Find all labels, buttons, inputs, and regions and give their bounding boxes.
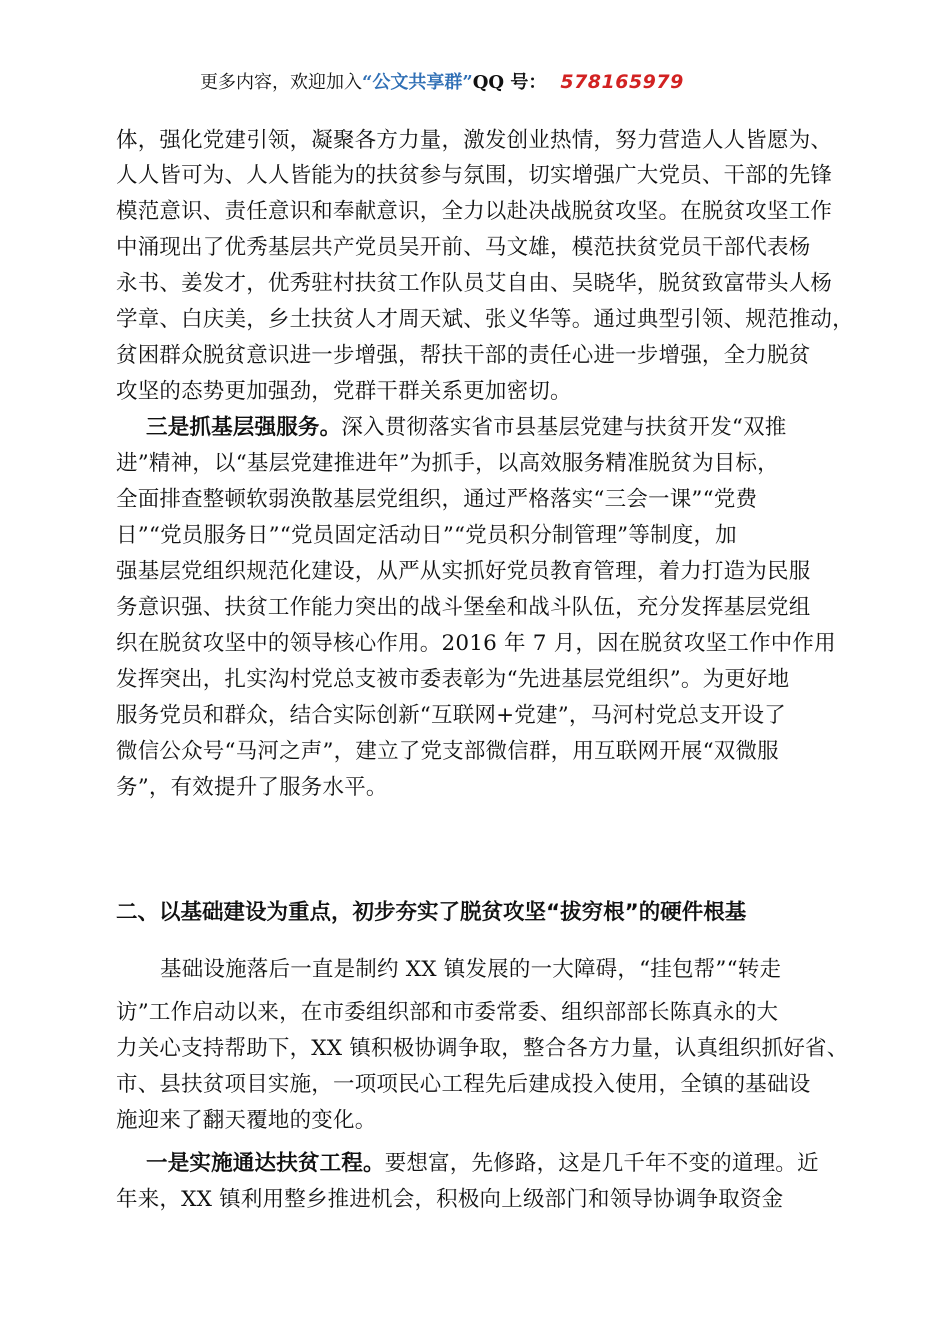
paragraph-line: 学章、白庆美，乡土扶贫人才周天斌、张义华等。通过典型引领、规范推动， bbox=[116, 307, 854, 332]
paragraph-line: 务”，有效提升了服务水平。 bbox=[116, 775, 388, 800]
paragraph-line: 年来，XX 镇利用整乡推进机会，积极向上级部门和领导协调争取资金 bbox=[116, 1187, 784, 1212]
paragraph-lead-line bbox=[146, 413, 787, 443]
paragraph-lead-line bbox=[146, 1149, 819, 1179]
group-name: “公文共享群” bbox=[362, 72, 473, 93]
paragraph-line: 发挥突出，扎实沟村党总支被市委表彰为“先进基层党组织”。为更好地 bbox=[116, 667, 790, 692]
paragraph-line: 基础设施落后一直是制约 XX 镇发展的一大障碍，“挂包帮”“转走 bbox=[160, 957, 782, 982]
paragraph-lead-title: 三是抓基层强服务。 bbox=[146, 415, 342, 440]
paragraph-line: 中涌现出了优秀基层共产党员吴开前、马文雄，模范扶贫党员干部代表杨 bbox=[116, 235, 811, 260]
paragraph-line: 服务党员和群众，结合实际创新“互联网+党建”，马河村党总支开设了 bbox=[116, 703, 786, 728]
paragraph-line: 全面排查整顿软弱涣散基层党组织，通过严格落实“三会一课”“党费 bbox=[116, 487, 758, 512]
paragraph-line: 力关心支持帮助下，XX 镇积极协调争取，整合各方力量，认真组织抓好省、 bbox=[116, 1036, 849, 1061]
paragraph-line: 织在脱贫攻坚中的领导核心作用。2016 年 7 月，因在脱贫攻坚工作中作用 bbox=[116, 631, 836, 656]
paragraph-line: 人人皆可为、人人皆能为的扶贫参与氛围，切实增强广大党员、干部的先锋 bbox=[116, 163, 833, 188]
paragraph-line: 访”工作启动以来，在市委组织部和市委常委、组织部部长陈真永的大 bbox=[116, 1000, 779, 1025]
paragraph-line: 攻坚的态势更加强劲，党群干群关系更加密切。 bbox=[116, 379, 572, 404]
qq-number: 578165979 bbox=[560, 71, 684, 93]
paragraph-line: 市、县扶贫项目实施，一项项民心工程先后建成投入使用，全镇的基础设 bbox=[116, 1072, 811, 1097]
header-prefix: 更多内容，欢迎加入 bbox=[200, 72, 362, 93]
paragraph-line: 永书、姜发才，优秀驻村扶贫工作队员艾自由、吴晓华，脱贫致富带头人杨 bbox=[116, 271, 833, 296]
qq-label: QQ 号： bbox=[472, 72, 547, 93]
paragraph-line: 微信公众号“马河之声”，建立了党支部微信群，用互联网开展“双微服 bbox=[116, 739, 779, 764]
paragraph-line: 施迎来了翻天覆地的变化。 bbox=[116, 1108, 377, 1133]
paragraph-line: 模范意识、责任意识和奉献意识，全力以赴决战脱贫攻坚。在脱贫攻坚工作 bbox=[116, 199, 833, 224]
paragraph-lead-text: 要想富，先修路，这是几千年不变的道理。近 bbox=[384, 1151, 819, 1176]
paragraph-lead-text: 深入贯彻落实省市县基层党建与扶贫开发“双推 bbox=[341, 415, 787, 440]
paragraph-line: 日”“党员服务日”“党员固定活动日”“党员积分制管理”等制度，加 bbox=[116, 523, 737, 548]
paragraph-line: 强基层党组织规范化建设，从严从实抓好党员教育管理，着力打造为民服 bbox=[116, 559, 811, 584]
section-heading: 二、以基础建设为重点，初步夯实了脱贫攻坚“拔穷根”的硬件根基 bbox=[116, 900, 747, 925]
paragraph-lead-title: 一是实施通达扶贫工程。 bbox=[146, 1151, 385, 1176]
paragraph-line: 体，强化党建引领，凝聚各方力量，激发创业热情，努力营造人人皆愿为、 bbox=[116, 128, 833, 153]
paragraph-line: 进”精神，以“基层党建推进年”为抓手，以高效服务精准脱贫为目标， bbox=[116, 451, 779, 476]
header-banner bbox=[200, 68, 684, 97]
paragraph-line: 务意识强、扶贫工作能力突出的战斗堡垒和战斗队伍，充分发挥基层党组 bbox=[116, 595, 811, 620]
paragraph-line: 贫困群众脱贫意识进一步增强，帮扶干部的责任心进一步增强，全力脱贫 bbox=[116, 343, 811, 368]
